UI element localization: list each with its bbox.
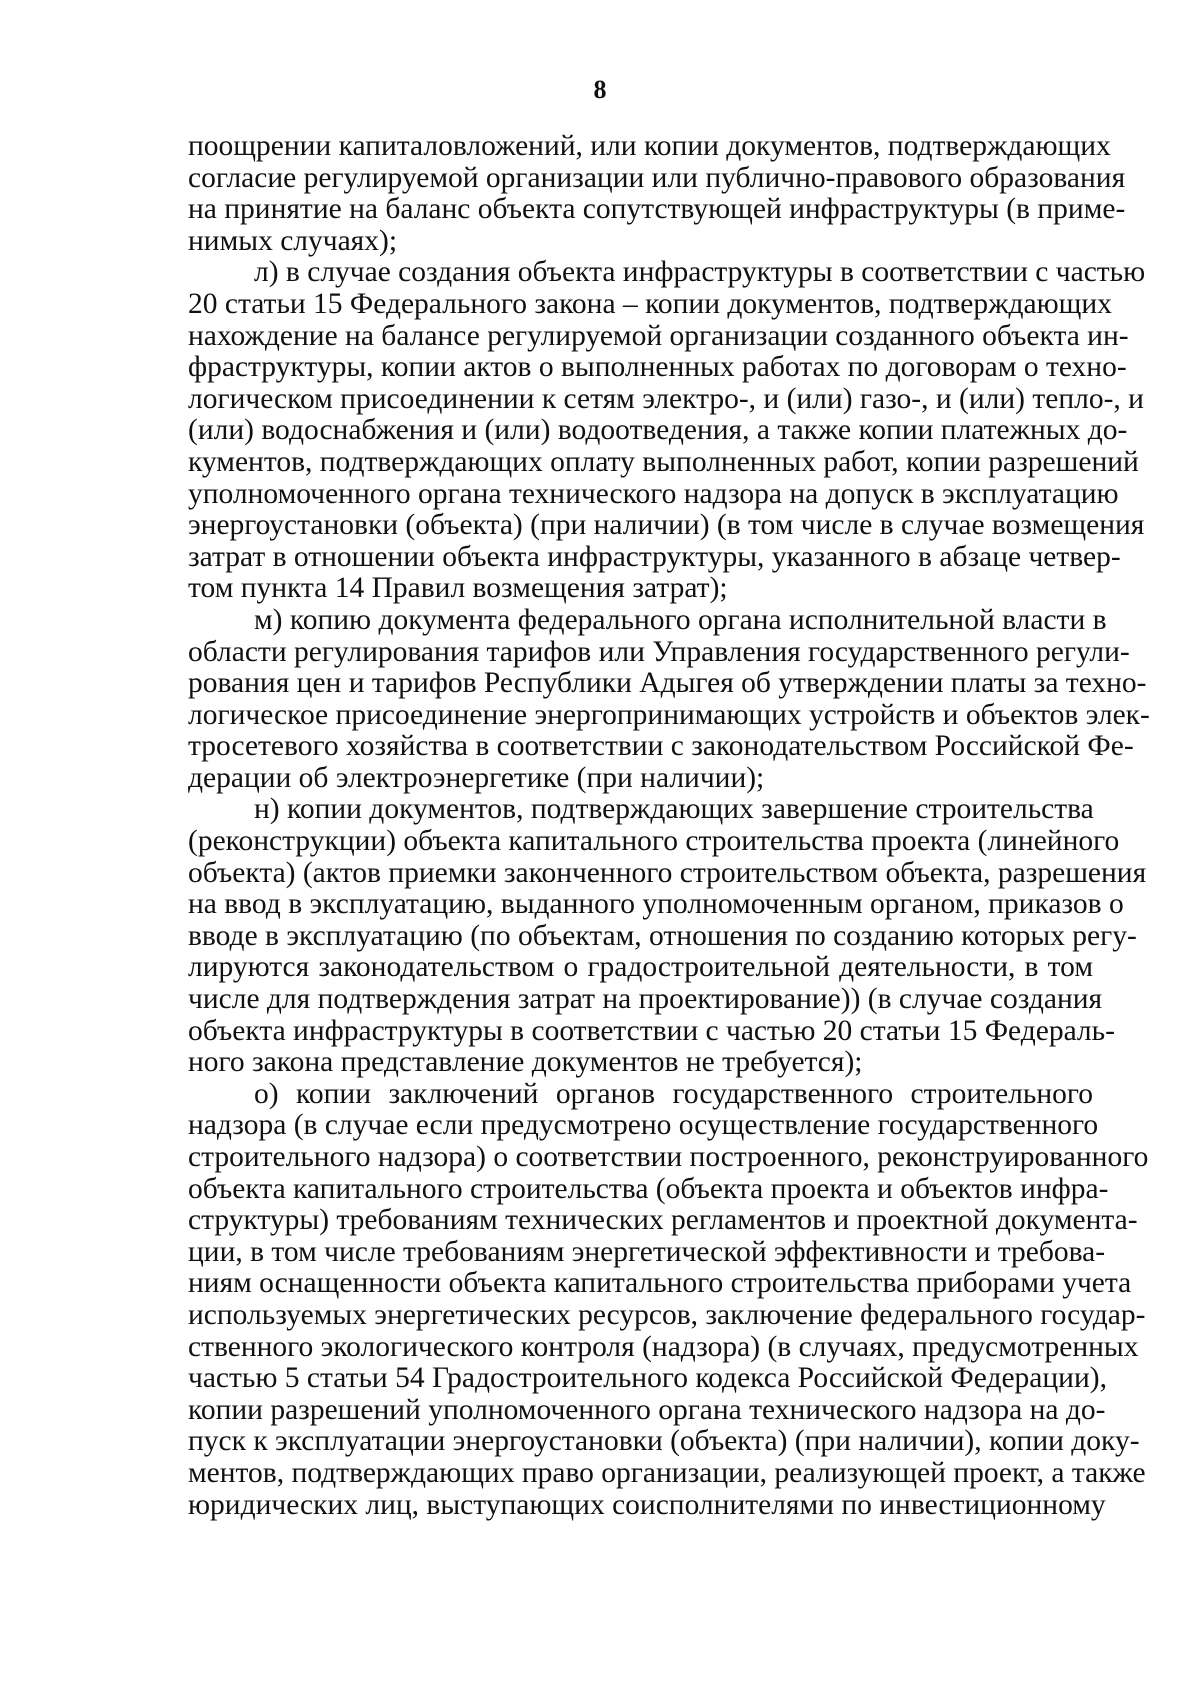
text-line: ментов, подтверждающих право организации, реализующей проект, а также — [188, 1456, 1146, 1489]
text-line: структуры) требованиям технических регламентов и проектной документа- — [188, 1204, 1138, 1237]
text-line: том пункта 14 Правил возмещения затрат); — [188, 572, 728, 605]
text-line: логическое присоединение энергопринимающих устройств и объектов элек- — [188, 698, 1150, 731]
text-line: м) копию документа федерального органа исполнительной власти в — [254, 603, 1107, 636]
text-line: вводе в эксплуатацию (по объектам, отношения по созданию которых регу- — [188, 919, 1137, 952]
text-line: поощрении капиталовложений, или копии документов, подтверждающих — [188, 130, 1111, 162]
text-line: частью 5 статьи 54 Градостроительного кодекса Российской Федерации), — [188, 1362, 1107, 1395]
text-line: нимых случаях); — [188, 224, 398, 257]
document-body — [188, 130, 1150, 1521]
text-line: области регулирования тарифов или Управления государственного регули- — [188, 635, 1130, 668]
text-line: ниям оснащенности объекта капитального строительства приборами учета — [188, 1267, 1132, 1300]
text-line: уполномоченного органа технического надзора на допуск в эксплуатацию — [188, 477, 1119, 510]
text-line: о) копии заключений органов государственного строительного — [254, 1077, 1093, 1110]
page-number: 8 — [593, 75, 607, 104]
text-line: надзора (в случае если предусмотрено осуществление государственного — [188, 1109, 1099, 1142]
text-line: логическом присоединении к сетям электро-, и (или) газо-, и (или) тепло-, и — [188, 382, 1144, 415]
text-line: числе для подтверждения затрат на проектирование)) (в случае создания — [188, 983, 1103, 1016]
text-line: лируются законодательством о градостроительной деятельности, в том — [188, 951, 1093, 984]
text-line: рования цен и тарифов Республики Адыгея об утверждении платы за техно- — [188, 667, 1147, 700]
text-line: тросетевого хозяйства в соответствии с законодательством Российской Фе- — [188, 730, 1134, 763]
text-line: на принятие на баланс объекта сопутствующей инфраструктуры (в приме- — [188, 193, 1126, 226]
text-line: фраструктуры, копии актов о выполненных работах по договорам о техно- — [188, 351, 1127, 384]
text-line: ственного экологического контроля (надзора) (в случаях, предусмотренных — [188, 1330, 1139, 1363]
text-line: пуск к эксплуатации энергоустановки (объекта) (при наличии), копии доку- — [188, 1425, 1140, 1458]
text-line: ции, в том числе требованиям энергетической эффективности и требова- — [188, 1235, 1106, 1268]
text-line: согласие регулируемой организации или публично-правового образования — [188, 161, 1126, 194]
text-line: (или) водоснабжения и (или) водоотведения, а также копии платежных до- — [188, 414, 1128, 447]
text-line: кументов, подтверждающих оплату выполненных работ, копии разрешений — [188, 445, 1139, 478]
text-line: 20 статьи 15 Федерального закона – копии документов, подтверждающих — [188, 287, 1112, 320]
text-line: копии разрешений уполномоченного органа технического надзора на до- — [188, 1393, 1106, 1426]
text-line: объекта инфраструктуры в соответствии с частью 20 статьи 15 Федераль- — [188, 1014, 1115, 1047]
text-line: л) в случае создания объекта инфраструктуры в соответствии с частью — [254, 256, 1146, 289]
text-line: объекта капитального строительства (объекта проекта и объектов инфра- — [188, 1172, 1109, 1205]
text-line: (реконструкции) объекта капитального строительства проекта (линейного — [188, 825, 1120, 858]
text-line: нахождение на балансе регулируемой организации созданного объекта ин- — [188, 319, 1129, 352]
text-line: ного закона представление документов не требуется); — [188, 1046, 863, 1079]
text-line: на ввод в эксплуатацию, выданного уполномоченным органом, приказов о — [188, 888, 1124, 921]
text-line: затрат в отношении объекта инфраструктуры, указанного в абзаце четвер- — [188, 540, 1121, 573]
text-line: строительного надзора) о соответствии построенного, реконструированного — [188, 1141, 1149, 1173]
text-line: используемых энергетических ресурсов, заключение федерального государ- — [188, 1298, 1146, 1331]
text-line: юридических лиц, выступающих соисполнителями по инвестиционному — [188, 1488, 1106, 1521]
text-line: объекта) (актов приемки законченного строительством объекта, разрешения — [188, 856, 1147, 889]
text-line: энергоустановки (объекта) (при наличии) (в том числе в случае возмещения — [188, 509, 1145, 542]
text-line: дерации об электроэнергетике (при наличии); — [188, 761, 765, 794]
text-line: н) копии документов, подтверждающих завершение строительства — [254, 793, 1094, 826]
